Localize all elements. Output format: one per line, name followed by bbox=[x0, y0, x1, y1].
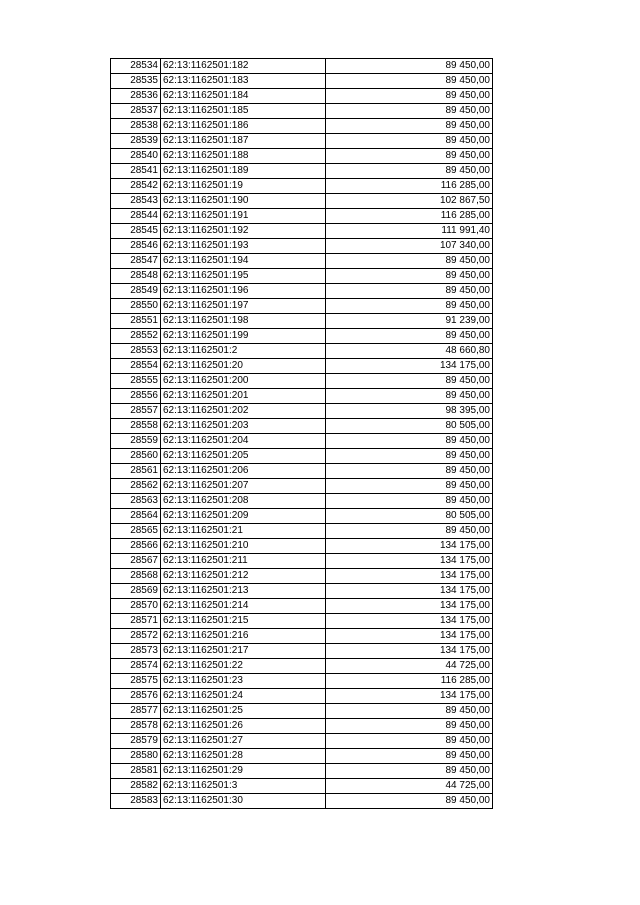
row-number-cell: 28544 bbox=[111, 209, 161, 224]
cadastral-number-cell: 62:13:1162501:190 bbox=[161, 194, 326, 209]
table-row bbox=[111, 314, 493, 329]
row-number-cell: 28551 bbox=[111, 314, 161, 329]
value-cell: 134 175,00 bbox=[326, 569, 493, 584]
table-row bbox=[111, 524, 493, 539]
value-cell: 89 450,00 bbox=[326, 74, 493, 89]
value-cell: 91 239,00 bbox=[326, 314, 493, 329]
row-number-cell: 28580 bbox=[111, 749, 161, 764]
value-cell: 89 450,00 bbox=[326, 134, 493, 149]
table-row bbox=[111, 224, 493, 239]
cadastral-number-cell: 62:13:1162501:197 bbox=[161, 299, 326, 314]
row-number-cell: 28577 bbox=[111, 704, 161, 719]
cadastral-number-cell: 62:13:1162501:20 bbox=[161, 359, 326, 374]
row-number-cell: 28576 bbox=[111, 689, 161, 704]
row-number-cell: 28559 bbox=[111, 434, 161, 449]
cadastral-number-cell: 62:13:1162501:210 bbox=[161, 539, 326, 554]
value-cell: 89 450,00 bbox=[326, 749, 493, 764]
cadastral-number-cell: 62:13:1162501:185 bbox=[161, 104, 326, 119]
cadastral-number-cell: 62:13:1162501:23 bbox=[161, 674, 326, 689]
cadastral-number-cell: 62:13:1162501:3 bbox=[161, 779, 326, 794]
row-number-cell: 28550 bbox=[111, 299, 161, 314]
table-row bbox=[111, 479, 493, 494]
cadastral-number-cell: 62:13:1162501:25 bbox=[161, 704, 326, 719]
table-row bbox=[111, 794, 493, 809]
value-cell: 89 450,00 bbox=[326, 374, 493, 389]
row-number-cell: 28548 bbox=[111, 269, 161, 284]
row-number-cell: 28581 bbox=[111, 764, 161, 779]
value-cell: 89 450,00 bbox=[326, 104, 493, 119]
table-row bbox=[111, 374, 493, 389]
value-cell: 102 867,50 bbox=[326, 194, 493, 209]
table-row bbox=[111, 284, 493, 299]
table-row bbox=[111, 599, 493, 614]
row-number-cell: 28545 bbox=[111, 224, 161, 239]
row-number-cell: 28540 bbox=[111, 149, 161, 164]
table-row bbox=[111, 704, 493, 719]
table-row bbox=[111, 629, 493, 644]
value-cell: 89 450,00 bbox=[326, 734, 493, 749]
value-cell: 44 725,00 bbox=[326, 659, 493, 674]
row-number-cell: 28579 bbox=[111, 734, 161, 749]
row-number-cell: 28538 bbox=[111, 119, 161, 134]
value-cell: 134 175,00 bbox=[326, 689, 493, 704]
row-number-cell: 28541 bbox=[111, 164, 161, 179]
value-cell: 89 450,00 bbox=[326, 299, 493, 314]
data-table bbox=[110, 58, 493, 809]
row-number-cell: 28537 bbox=[111, 104, 161, 119]
value-cell: 89 450,00 bbox=[326, 764, 493, 779]
value-cell: 48 660,80 bbox=[326, 344, 493, 359]
table-row bbox=[111, 194, 493, 209]
value-cell: 89 450,00 bbox=[326, 284, 493, 299]
table-row bbox=[111, 614, 493, 629]
value-cell: 89 450,00 bbox=[326, 59, 493, 74]
cadastral-number-cell: 62:13:1162501:26 bbox=[161, 719, 326, 734]
table-row bbox=[111, 719, 493, 734]
value-cell: 89 450,00 bbox=[326, 449, 493, 464]
table-row bbox=[111, 509, 493, 524]
table-row bbox=[111, 149, 493, 164]
table-row bbox=[111, 119, 493, 134]
value-cell: 89 450,00 bbox=[326, 89, 493, 104]
cadastral-number-cell: 62:13:1162501:208 bbox=[161, 494, 326, 509]
value-cell: 116 285,00 bbox=[326, 674, 493, 689]
value-cell: 80 505,00 bbox=[326, 419, 493, 434]
cadastral-number-cell: 62:13:1162501:188 bbox=[161, 149, 326, 164]
cadastral-number-cell: 62:13:1162501:191 bbox=[161, 209, 326, 224]
row-number-cell: 28575 bbox=[111, 674, 161, 689]
cadastral-number-cell: 62:13:1162501:215 bbox=[161, 614, 326, 629]
cadastral-number-cell: 62:13:1162501:27 bbox=[161, 734, 326, 749]
table-row bbox=[111, 584, 493, 599]
cadastral-number-cell: 62:13:1162501:189 bbox=[161, 164, 326, 179]
row-number-cell: 28572 bbox=[111, 629, 161, 644]
cadastral-number-cell: 62:13:1162501:205 bbox=[161, 449, 326, 464]
row-number-cell: 28547 bbox=[111, 254, 161, 269]
cadastral-number-cell: 62:13:1162501:201 bbox=[161, 389, 326, 404]
table-row bbox=[111, 104, 493, 119]
row-number-cell: 28562 bbox=[111, 479, 161, 494]
row-number-cell: 28534 bbox=[111, 59, 161, 74]
value-cell: 89 450,00 bbox=[326, 434, 493, 449]
value-cell: 89 450,00 bbox=[326, 119, 493, 134]
row-number-cell: 28557 bbox=[111, 404, 161, 419]
table-row bbox=[111, 329, 493, 344]
table-row bbox=[111, 359, 493, 374]
table-row bbox=[111, 689, 493, 704]
value-cell: 111 991,40 bbox=[326, 224, 493, 239]
table-row bbox=[111, 779, 493, 794]
cadastral-number-cell: 62:13:1162501:204 bbox=[161, 434, 326, 449]
cadastral-number-cell: 62:13:1162501:207 bbox=[161, 479, 326, 494]
cadastral-number-cell: 62:13:1162501:214 bbox=[161, 599, 326, 614]
table-row bbox=[111, 254, 493, 269]
row-number-cell: 28563 bbox=[111, 494, 161, 509]
value-cell: 134 175,00 bbox=[326, 554, 493, 569]
row-number-cell: 28583 bbox=[111, 794, 161, 809]
row-number-cell: 28578 bbox=[111, 719, 161, 734]
table-row bbox=[111, 434, 493, 449]
row-number-cell: 28553 bbox=[111, 344, 161, 359]
cadastral-number-cell: 62:13:1162501:19 bbox=[161, 179, 326, 194]
row-number-cell: 28558 bbox=[111, 419, 161, 434]
row-number-cell: 28536 bbox=[111, 89, 161, 104]
table-row bbox=[111, 389, 493, 404]
value-cell: 89 450,00 bbox=[326, 479, 493, 494]
cadastral-number-cell: 62:13:1162501:217 bbox=[161, 644, 326, 659]
table-row bbox=[111, 404, 493, 419]
cadastral-number-cell: 62:13:1162501:203 bbox=[161, 419, 326, 434]
cadastral-number-cell: 62:13:1162501:24 bbox=[161, 689, 326, 704]
table-row bbox=[111, 464, 493, 479]
value-cell: 89 450,00 bbox=[326, 704, 493, 719]
row-number-cell: 28549 bbox=[111, 284, 161, 299]
table-row bbox=[111, 209, 493, 224]
value-cell: 89 450,00 bbox=[326, 464, 493, 479]
cadastral-number-cell: 62:13:1162501:199 bbox=[161, 329, 326, 344]
cadastral-number-cell: 62:13:1162501:213 bbox=[161, 584, 326, 599]
cadastral-number-cell: 62:13:1162501:198 bbox=[161, 314, 326, 329]
cadastral-number-cell: 62:13:1162501:28 bbox=[161, 749, 326, 764]
row-number-cell: 28535 bbox=[111, 74, 161, 89]
row-number-cell: 28570 bbox=[111, 599, 161, 614]
cadastral-number-cell: 62:13:1162501:200 bbox=[161, 374, 326, 389]
cadastral-number-cell: 62:13:1162501:30 bbox=[161, 794, 326, 809]
row-number-cell: 28565 bbox=[111, 524, 161, 539]
cadastral-number-cell: 62:13:1162501:184 bbox=[161, 89, 326, 104]
table-row bbox=[111, 239, 493, 254]
cadastral-number-cell: 62:13:1162501:195 bbox=[161, 269, 326, 284]
cadastral-number-cell: 62:13:1162501:182 bbox=[161, 59, 326, 74]
table-row bbox=[111, 674, 493, 689]
value-cell: 89 450,00 bbox=[326, 794, 493, 809]
cadastral-number-cell: 62:13:1162501:183 bbox=[161, 74, 326, 89]
value-cell: 89 450,00 bbox=[326, 329, 493, 344]
cadastral-number-cell: 62:13:1162501:21 bbox=[161, 524, 326, 539]
table-row bbox=[111, 299, 493, 314]
cadastral-number-cell: 62:13:1162501:2 bbox=[161, 344, 326, 359]
value-cell: 116 285,00 bbox=[326, 179, 493, 194]
table-row bbox=[111, 164, 493, 179]
row-number-cell: 28554 bbox=[111, 359, 161, 374]
value-cell: 44 725,00 bbox=[326, 779, 493, 794]
cadastral-number-cell: 62:13:1162501:196 bbox=[161, 284, 326, 299]
row-number-cell: 28555 bbox=[111, 374, 161, 389]
cadastral-number-cell: 62:13:1162501:193 bbox=[161, 239, 326, 254]
cadastral-number-cell: 62:13:1162501:206 bbox=[161, 464, 326, 479]
row-number-cell: 28568 bbox=[111, 569, 161, 584]
value-cell: 107 340,00 bbox=[326, 239, 493, 254]
table-row bbox=[111, 449, 493, 464]
row-number-cell: 28566 bbox=[111, 539, 161, 554]
table-row bbox=[111, 749, 493, 764]
cadastral-number-cell: 62:13:1162501:192 bbox=[161, 224, 326, 239]
value-cell: 89 450,00 bbox=[326, 389, 493, 404]
value-cell: 89 450,00 bbox=[326, 149, 493, 164]
cadastral-number-cell: 62:13:1162501:216 bbox=[161, 629, 326, 644]
value-cell: 134 175,00 bbox=[326, 629, 493, 644]
value-cell: 134 175,00 bbox=[326, 614, 493, 629]
row-number-cell: 28573 bbox=[111, 644, 161, 659]
table-row bbox=[111, 539, 493, 554]
value-cell: 134 175,00 bbox=[326, 359, 493, 374]
table-row bbox=[111, 764, 493, 779]
value-cell: 89 450,00 bbox=[326, 494, 493, 509]
cadastral-number-cell: 62:13:1162501:211 bbox=[161, 554, 326, 569]
table-row bbox=[111, 419, 493, 434]
table-row bbox=[111, 554, 493, 569]
value-cell: 134 175,00 bbox=[326, 644, 493, 659]
row-number-cell: 28567 bbox=[111, 554, 161, 569]
cadastral-number-cell: 62:13:1162501:29 bbox=[161, 764, 326, 779]
value-cell: 89 450,00 bbox=[326, 164, 493, 179]
row-number-cell: 28552 bbox=[111, 329, 161, 344]
value-cell: 80 505,00 bbox=[326, 509, 493, 524]
cadastral-number-cell: 62:13:1162501:186 bbox=[161, 119, 326, 134]
row-number-cell: 28556 bbox=[111, 389, 161, 404]
table-row bbox=[111, 659, 493, 674]
table-row bbox=[111, 89, 493, 104]
table-row bbox=[111, 179, 493, 194]
value-cell: 134 175,00 bbox=[326, 539, 493, 554]
cadastral-number-cell: 62:13:1162501:194 bbox=[161, 254, 326, 269]
table-row bbox=[111, 269, 493, 284]
row-number-cell: 28574 bbox=[111, 659, 161, 674]
row-number-cell: 28582 bbox=[111, 779, 161, 794]
row-number-cell: 28561 bbox=[111, 464, 161, 479]
row-number-cell: 28560 bbox=[111, 449, 161, 464]
table-row bbox=[111, 344, 493, 359]
value-cell: 89 450,00 bbox=[326, 269, 493, 284]
row-number-cell: 28571 bbox=[111, 614, 161, 629]
table-row bbox=[111, 59, 493, 74]
row-number-cell: 28564 bbox=[111, 509, 161, 524]
row-number-cell: 28546 bbox=[111, 239, 161, 254]
row-number-cell: 28569 bbox=[111, 584, 161, 599]
cadastral-number-cell: 62:13:1162501:187 bbox=[161, 134, 326, 149]
cadastral-number-cell: 62:13:1162501:209 bbox=[161, 509, 326, 524]
value-cell: 89 450,00 bbox=[326, 524, 493, 539]
value-cell: 134 175,00 bbox=[326, 584, 493, 599]
value-cell: 89 450,00 bbox=[326, 254, 493, 269]
value-cell: 116 285,00 bbox=[326, 209, 493, 224]
table-row bbox=[111, 74, 493, 89]
value-cell: 134 175,00 bbox=[326, 599, 493, 614]
row-number-cell: 28543 bbox=[111, 194, 161, 209]
row-number-cell: 28542 bbox=[111, 179, 161, 194]
table-row bbox=[111, 569, 493, 584]
table-body bbox=[111, 59, 493, 809]
value-cell: 98 395,00 bbox=[326, 404, 493, 419]
cadastral-number-cell: 62:13:1162501:212 bbox=[161, 569, 326, 584]
table-row bbox=[111, 644, 493, 659]
table-row bbox=[111, 494, 493, 509]
cadastral-number-cell: 62:13:1162501:22 bbox=[161, 659, 326, 674]
table-row bbox=[111, 734, 493, 749]
row-number-cell: 28539 bbox=[111, 134, 161, 149]
table-row bbox=[111, 134, 493, 149]
cadastral-number-cell: 62:13:1162501:202 bbox=[161, 404, 326, 419]
value-cell: 89 450,00 bbox=[326, 719, 493, 734]
